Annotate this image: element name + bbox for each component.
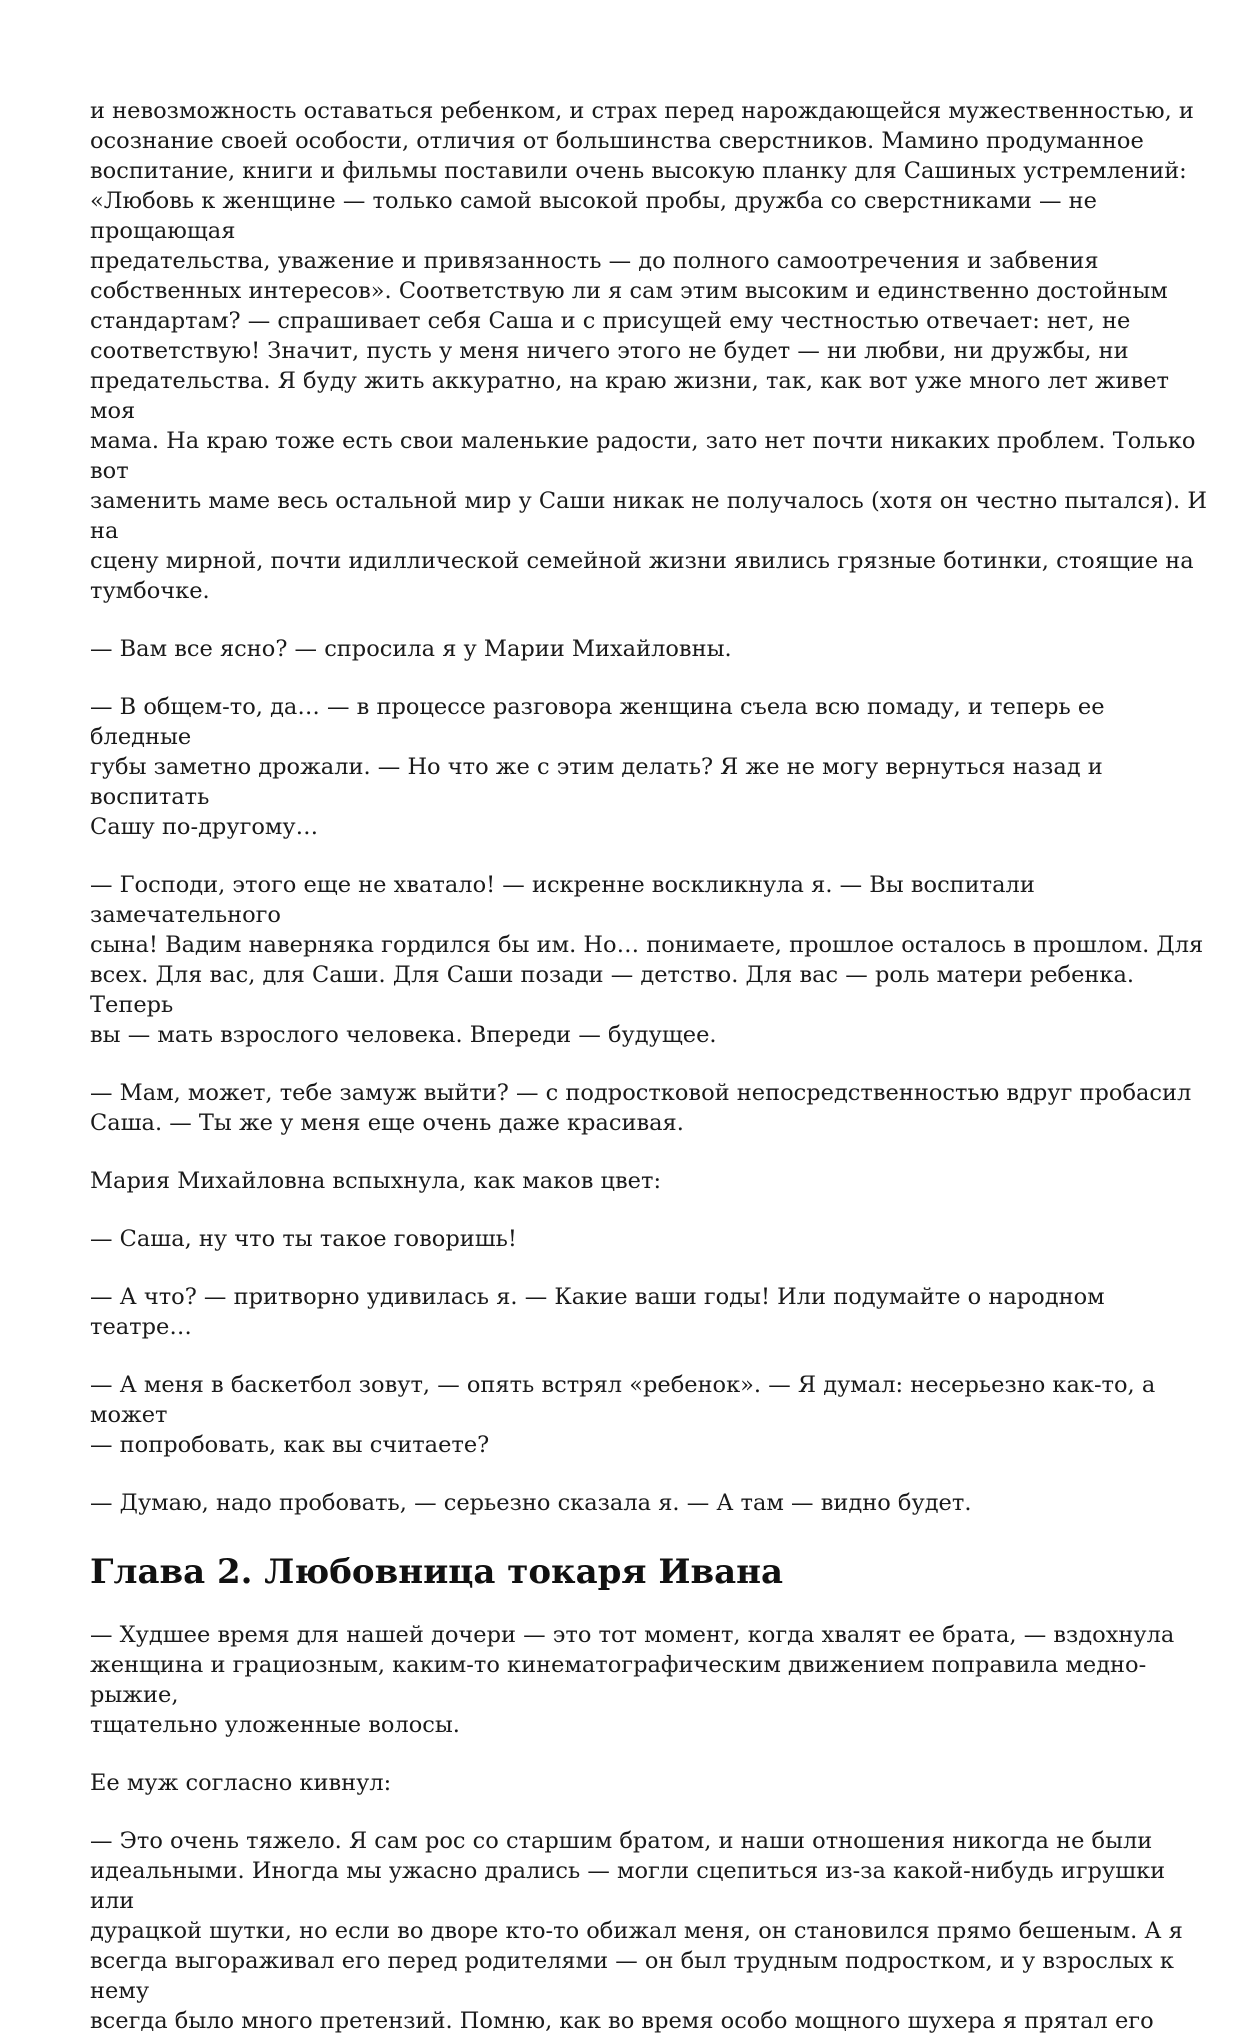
paragraph: — В общем-то, да… — в процессе разговора женщина съела всю помаду, и теперь ее бледные губы заметно дрожали. — Но что же с этим делать? Я же не могу вернуться назад и воспитать Сашу по-другому… — [90, 694, 1105, 840]
paragraph: — Саша, ну что ты такое говоришь! — [90, 1226, 517, 1252]
paragraph: Мария Михайловна вспыхнула, как маков цвет: — [90, 1168, 662, 1194]
paragraph: — Мам, может, тебе замуж выйти? — с подростковой непосредственностью вдруг пробасил Саша. — Ты же у меня еще очень даже красивая. — [90, 1080, 1192, 1136]
document-page — [90, 96, 1210, 2036]
paragraph: и невозможность оставаться ребенком, и страх перед нарождающейся мужественностью, и осознание своей особости, отличия от большинства сверстников. Мамино продуманное воспитание, книги и фильмы поставили очень высокую планку для Сашиных устремлений: «Любовь к женщине — только самой высокой пробы, дружба со сверстниками — не прощающая предательства, уважение и привязанность — до полного самоотречения и забвения собственных интересов». Соответствую ли я сам этим высоким и единственно достойным стандартам? — спрашивает себя Саша и с присущей ему честностью отвечает: нет, не соответствую! Значит, пусть у меня ничего этого не будет — ни любви, ни дружбы, ни предательства. Я буду жить аккуратно, на краю жизни, так, как вот уже много лет живет моя мама. На краю тоже есть свои маленькие радости, зато нет почти никаких проблем. Только вот заменить маме весь остальной мир у Саши никак не получалось (хотя он честно пытался). И на сцену мирной, почти идиллической семейной жизни явились грязные ботинки, стоящие на тумбочке. — [90, 98, 1207, 604]
chapter-heading: Глава 2. Любовница токаря Ивана — [90, 1552, 784, 1592]
paragraph: Ее муж согласно кивнул: — [90, 1770, 392, 1796]
paragraph: — Господи, этого еще не хватало! — искренне воскликнула я. — Вы воспитали замечательного сына! Вадим наверняка гордился бы им. Но… понимаете, прошлое осталось в прошлом. Для всех. Для вас, для Саши. Для Саши позади — детство. Для вас — роль матери ребенка. Теперь вы — мать взрослого человека. Впереди — будущее. — [90, 872, 1204, 1048]
paragraph: — А что? — притворно удивилась я. — Какие ваши годы! Или подумайте о народном театре… — [90, 1284, 1105, 1340]
paragraph: — Вам все ясно? — спросила я у Марии Михайловны. — [90, 636, 732, 662]
paragraph: — Думаю, надо пробовать, — серьезно сказала я. — А там — видно будет. — [90, 1490, 972, 1516]
paragraph: — А меня в баскетбол зовут, — опять встрял «ребенок». — Я думал: несерьезно как-то, а может — попробовать, как вы считаете? — [90, 1372, 1156, 1458]
paragraph: — Это очень тяжело. Я сам рос со старшим братом, и наши отношения никогда не были идеальными. Иногда мы ужасно дрались — могли сцепиться из-за какой-нибудь игрушки или дурацкой шутки, но если во дворе кто-то обижал меня, он становился прямо бешеным. А я всегда выгораживал его перед родителями — он был трудным подростком, и у взрослых к нему всегда было много претензий. Помню, как во время особо мощного шухера я прятал его — [90, 1828, 1183, 2034]
paragraph: — Худшее время для нашей дочери — это тот момент, когда хвалят ее брата, — вздохнула женщина и грациозным, каким-то кинематографическим движением поправила медно-рыжие, тщательно уложенные волосы. — [90, 1622, 1175, 1738]
